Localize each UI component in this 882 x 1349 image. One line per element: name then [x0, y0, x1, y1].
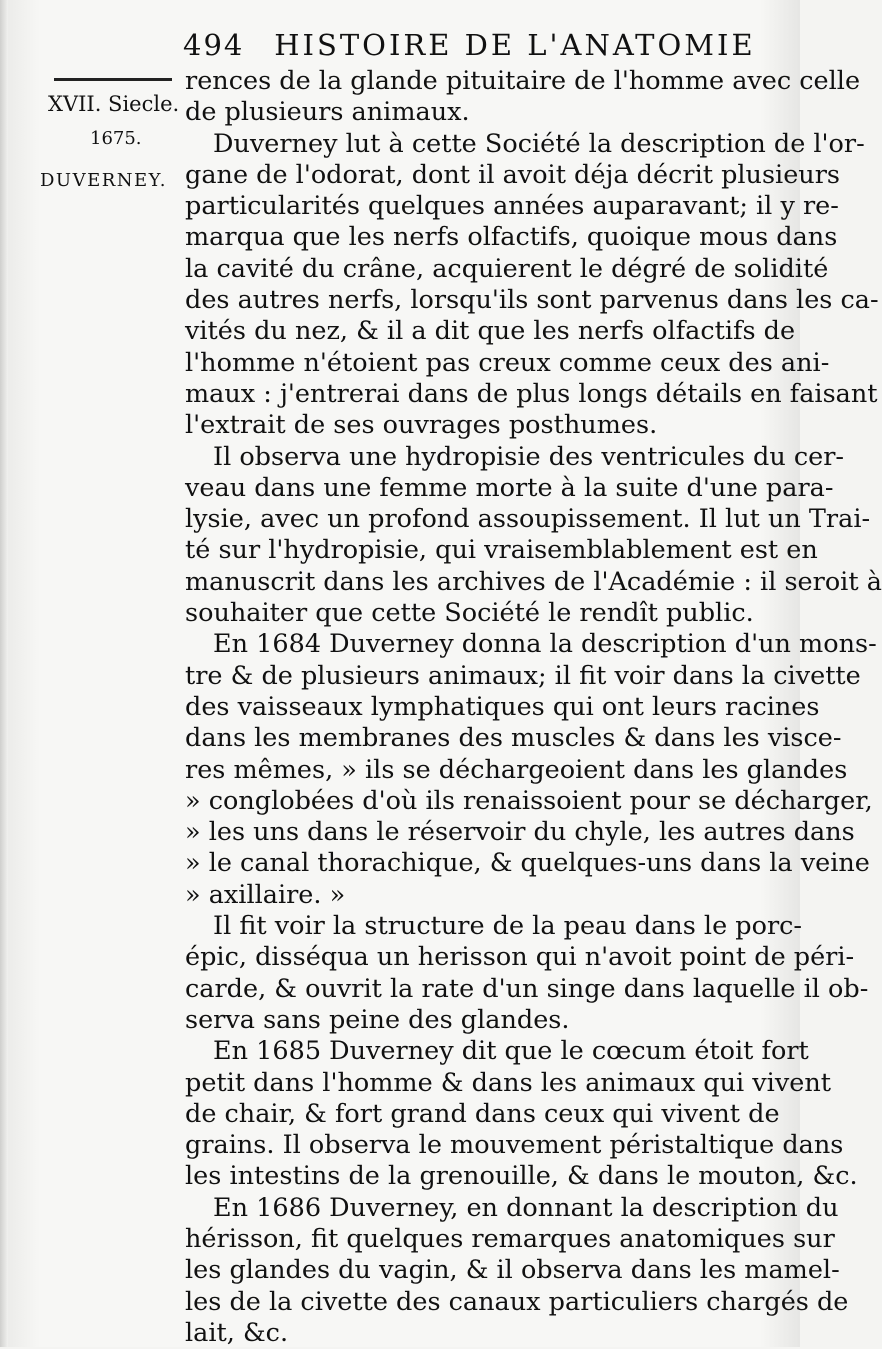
text-line: vités du nez, & il a dit que les nerfs olfactifs de [185, 316, 796, 347]
text-line: Il observa une hydropisie des ventricules du cer- [213, 441, 845, 472]
text-line: carde, & ouvrit la rate d'un singe dans laquelle il ob- [185, 973, 869, 1004]
text-line: té sur l'hydropisie, qui vraisemblablement est en [185, 535, 818, 566]
text-line: lysie, avec un profond assoupissement. Il lut un Trai- [185, 504, 871, 535]
body-text [185, 66, 882, 1349]
margin-rule [54, 78, 172, 81]
text-line: hérisson, fit quelques remarques anatomiques sur [185, 1223, 835, 1254]
text-line: Il fit voir la structure de la peau dans le porc- [213, 911, 803, 942]
text-line: » les uns dans le réservoir du chyle, les autres dans [185, 817, 855, 848]
margin-year: 1675. [90, 128, 142, 149]
text-line: de chair, & fort grand dans ceux qui vivent de [185, 1098, 780, 1129]
text-line: manuscrit dans les archives de l'Académie : il seroit à [185, 566, 882, 597]
text-line: veau dans une femme morte à la suite d'une para- [185, 472, 834, 503]
page-edge-shadow [0, 0, 8, 1347]
text-line: des autres nerfs, lorsqu'ils sont parvenus dans les ca- [185, 285, 879, 316]
text-line: l'extrait de ses ouvrages posthumes. [185, 410, 658, 441]
text-line: des vaisseaux lymphatiques qui ont leurs racines [185, 691, 820, 722]
text-line: les de la civette des canaux particuliers chargés de [185, 1286, 849, 1317]
text-line: épic, disséqua un herisson qui n'avoit point de péri- [185, 942, 855, 973]
text-line: rences de la glande pituitaire de l'homme avec celle [185, 66, 861, 96]
margin-name: DUVERNEY. [40, 170, 167, 191]
page-number: 494 [183, 28, 245, 62]
margin-century: XVII. Siecle. [48, 92, 180, 116]
text-line: En 1685 Duverney dit que le cœcum étoit fort [213, 1036, 809, 1067]
text-line: » axillaire. » [185, 879, 346, 910]
text-line: les glandes du vagin, & il observa dans les mamel- [185, 1255, 840, 1286]
text-line: souhaiter que cette Société le rendît public. [185, 598, 754, 629]
text-line: particularités quelques années auparavant; il y re- [185, 191, 839, 222]
text-line: dans les membranes des muscles & dans les visce- [185, 723, 842, 754]
text-line: tre & de plusieurs animaux; il fit voir dans la civette [185, 660, 861, 691]
text-line: petit dans l'homme & dans les animaux qui vivent [185, 1067, 832, 1098]
text-line: » conglobées d'où ils renaissoient pour se décharger, [185, 785, 873, 816]
text-line: maux : j'entrerai dans de plus longs détails en faisant [185, 378, 878, 409]
text-line: Duverney lut à cette Société la description de l'or- [213, 128, 865, 159]
text-line: serva sans peine des glandes. [185, 1004, 570, 1035]
text-line: En 1686 Duverney, en donnant la description du [213, 1192, 839, 1223]
text-line: de plusieurs animaux. [185, 97, 470, 128]
text-line: la cavité du crâne, acquierent le dégré de solidité [185, 253, 829, 284]
text-line: lait, &c. [185, 1317, 289, 1348]
text-line: les intestins de la grenouille, & dans le mouton, &c. [185, 1161, 858, 1192]
text-line: gane de l'odorat, dont il avoit déja décrit plusieurs [185, 159, 841, 190]
text-line: marqua que les nerfs olfactifs, quoique mous dans [185, 222, 838, 253]
text-line: grains. Il observa le mouvement péristaltique dans [185, 1130, 844, 1161]
text-line: l'homme n'étoient pas creux comme ceux des ani- [185, 347, 830, 378]
text-line: res mêmes, » ils se déchargeoient dans les glandes [185, 754, 848, 785]
text-line: » le canal thorachique, & quelques-uns dans la veine [185, 848, 870, 879]
running-header [183, 28, 756, 68]
running-title: HISTOIRE DE L'ANATOMIE [274, 28, 756, 62]
text-line: En 1684 Duverney donna la description d'un mons- [213, 629, 877, 660]
